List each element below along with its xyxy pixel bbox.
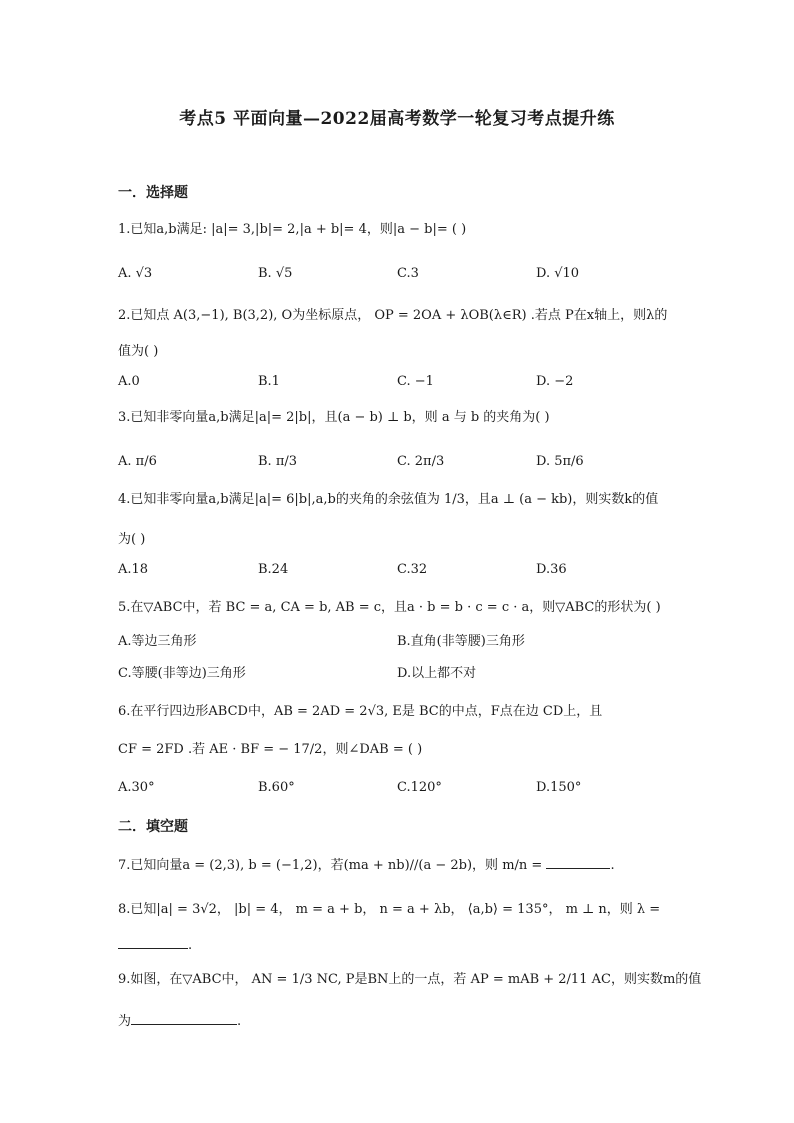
question-8-answer-line: . (118, 934, 192, 956)
question-7-text: 7.已知向量a = (2,3), b = (−1,2)，若(ma + nb)//(a − 2b)，则 m/n = (118, 858, 547, 873)
question-2-option-a: A.0 (118, 374, 140, 389)
question-2-option-b: B.1 (258, 374, 280, 389)
question-6-option-c: C.120° (397, 780, 442, 795)
question-1-option-b: B. √5 (258, 266, 293, 281)
question-5-option-c: C.等腰(非等边)三角形 (118, 666, 246, 681)
question-5-option-b: B.直角(非等腰)三角形 (397, 634, 525, 649)
question-4-option-b: B.24 (258, 562, 289, 577)
question-3-option-c: C. 2π/3 (397, 454, 445, 469)
question-6-text-cont: CF = 2FD .若 AE · BF = − 17/2，则∠DAB = ( ) (118, 742, 423, 757)
question-3-text: 3.已知非零向量a,b满足|a|= 2|b|，且(a − b) ⊥ b，则 a 与 b 的夹角为( ) (118, 410, 550, 425)
question-2-text: 2.已知点 A(3,−1), B(3,2), O为坐标原点， OP = 2OA + λOB(λ∈R) .若点 P在x轴上，则λ的 (118, 308, 668, 323)
question-1-option-d: D. √10 (536, 266, 580, 281)
question-9-answer-blank (131, 1010, 237, 1025)
section-heading-multiple-choice: 一．选择题 (118, 185, 188, 201)
question-5-option-d: D.以上都不对 (397, 666, 477, 681)
question-4-options (118, 560, 698, 580)
question-6-text: 6.在平行四边形ABCD中，AB = 2AD = 2√3, E是 BC的中点，F点在边 CD上，且 (118, 704, 603, 719)
question-8-text: 8.已知|a| = 3√2， |b| = 4， m = a + b， n = a + λb， ⟨a,b⟩ = 135°， m ⊥ n，则 λ = (118, 902, 661, 917)
question-2-text-cont: 值为( ) (118, 344, 159, 359)
question-8-answer-blank (118, 934, 188, 949)
question-2-options (118, 372, 698, 392)
question-9-text: 9.如图，在▽ABC中， AN = 1/3 NC, P是BN上的一点，若 AP = mAB + 2/11 AC，则实数m的值 (118, 972, 702, 987)
section-heading-fill-in: 二．填空题 (118, 819, 188, 835)
question-7-line: 7.已知向量a = (2,3), b = (−1,2)，若(ma + nb)//(a − 2b)，则 m/n = . (118, 854, 615, 876)
question-6-options (118, 778, 698, 798)
question-6-option-a: A.30° (118, 780, 155, 795)
question-4-text: 4.已知非零向量a,b满足|a|= 6|b|,a,b的夹角的余弦值为 1/3，且a ⊥ (a − kb)，则实数k的值 (118, 492, 659, 507)
question-5-text: 5.在▽ABC中，若 BC = a, CA = b, AB = c，且a · b = b · c = c · a，则▽ABC的形状为( ) (118, 600, 661, 615)
question-3-options (118, 452, 698, 472)
question-3-option-a: A. π/6 (118, 454, 157, 469)
question-5-options-row-2 (118, 664, 698, 684)
question-3-option-b: B. π/3 (258, 454, 298, 469)
question-4-option-a: A.18 (118, 562, 149, 577)
question-2-option-d: D. −2 (536, 374, 574, 389)
question-7-answer-blank (546, 854, 610, 869)
question-1-option-c: C.3 (397, 266, 419, 281)
question-1-options (118, 264, 698, 284)
question-2-option-c: C. −1 (397, 374, 434, 389)
question-4-option-d: D.36 (536, 562, 567, 577)
question-5-option-a: A.等边三角形 (118, 634, 197, 649)
question-6-option-b: B.60° (258, 780, 295, 795)
question-1-option-a: A. √3 (118, 266, 153, 281)
question-9-text-cont: 为 (118, 1014, 132, 1029)
question-1-text: 1.已知a,b满足: |a|= 3,|b|= 2,|a + b|= 4，则|a − b|= ( ) (118, 222, 467, 237)
question-5-options-row-1 (118, 632, 698, 652)
question-9-line-2: 为 . (118, 1010, 241, 1032)
question-6-option-d: D.150° (536, 780, 582, 795)
question-4-text-cont: 为( ) (118, 532, 146, 547)
question-3-option-d: D. 5π/6 (536, 454, 584, 469)
page-title: 考点5 平面向量—2022届高考数学一轮复习考点提升练 (179, 109, 615, 129)
question-4-option-c: C.32 (397, 562, 428, 577)
